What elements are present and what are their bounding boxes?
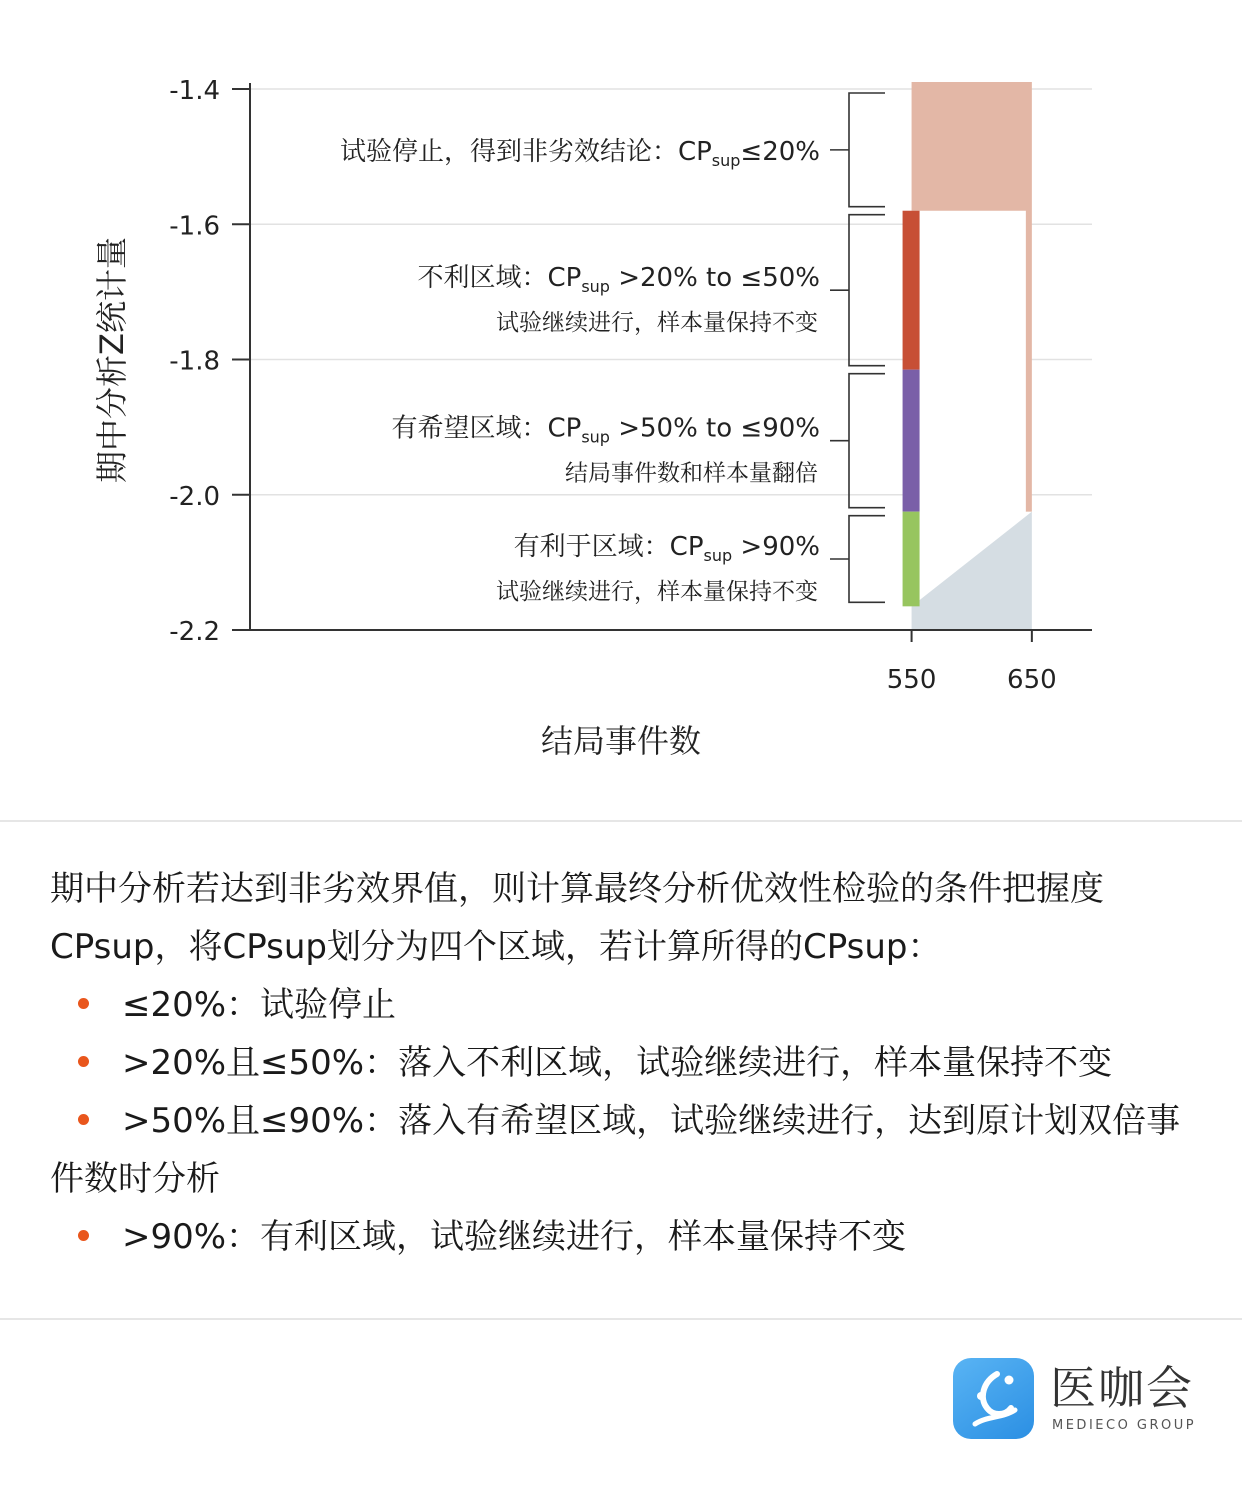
zone-label-main: 有利于区域：CP (513, 531, 704, 562)
zone-detail-favorable: 试验继续进行，样本量保持不变 (496, 578, 818, 605)
bullet-item (50, 1208, 1210, 1266)
y-tick-label: -1.4 (169, 76, 220, 106)
zone-label-sub: sup (581, 277, 610, 297)
zone-label-favorable (514, 532, 820, 565)
zone-detail-unfavorable: 试验继续进行，样本量保持不变 (496, 310, 818, 337)
zone-bar-promising (903, 370, 920, 512)
y-axis-label: 期中分析Z统计量 (93, 237, 131, 483)
x-tick-label: 550 (886, 665, 937, 695)
bullet-text: >20%且≤50%：落入不利区域，试验继续进行，样本量保持不变 (122, 1043, 1113, 1083)
zone-label-tail: >20% to ≤50% (609, 263, 820, 294)
zone-label-unfavorable (417, 263, 820, 296)
zone-label-tail: >50% to ≤90% (609, 413, 820, 444)
y-tick-label: -2.2 (169, 617, 220, 647)
y-tick-label: -1.6 (169, 211, 220, 242)
y-tick-labels (169, 76, 220, 647)
bullet-dot (78, 1114, 89, 1125)
zone-label-sub: sup (703, 545, 733, 565)
zone-label-promising (391, 414, 820, 447)
boundary-fills (912, 82, 1032, 630)
bullet-text: >50%且≤90%：落入有希望区域，试验继续进行，达到原计划双倍事件数时分析 (50, 1101, 1181, 1199)
zone-brackets (830, 93, 885, 602)
zone-label-main: 有希望区域：CP (391, 413, 582, 444)
bullet-dot (78, 998, 89, 1009)
bullet-item (50, 1034, 1210, 1092)
divider-top (0, 820, 1242, 822)
zone-bracket-unfavorable (830, 215, 885, 366)
zone-label-tail: ≤20% (740, 136, 820, 167)
zone-label-tail: >90% (732, 531, 820, 562)
bullet-item (50, 1092, 1210, 1208)
description-intro: 期中分析若达到非劣效界值，则计算最终分析优效性检验的条件把握度CPsup，将CPsup划分为四个区域，若计算所得的CPsup： (50, 869, 1104, 967)
zone-detail-promising: 结局事件数和样本量翻倍 (565, 460, 818, 487)
logo-name-cn: 医咖会 (1050, 1361, 1194, 1415)
logo-mark-icon (953, 1358, 1034, 1439)
zone-bracket-promising (830, 374, 885, 508)
y-tick-label: -2.0 (169, 481, 220, 512)
zone-label-sub: sup (711, 150, 741, 170)
x-tick-label: 650 (1007, 665, 1057, 695)
zone-bracket-favorable (830, 516, 885, 603)
bullet-text: >90%：有利区域，试验继续进行，样本量保持不变 (122, 1217, 907, 1257)
bullet-item (50, 976, 1210, 1034)
zone-bar-unfavorable (903, 211, 920, 370)
zone-bracket-stop (830, 93, 885, 207)
bullet-text: ≤20%：试验停止 (122, 985, 397, 1025)
zone-label-main: 试验停止，得到非劣效结论：CP (339, 136, 712, 167)
zone-label-sub: sup (581, 427, 610, 447)
x-tick-labels (887, 665, 1057, 695)
zone-bar-favorable (903, 512, 920, 607)
bullet-list (50, 976, 1210, 1266)
zone-label-stop (340, 137, 820, 170)
zone-bars (903, 211, 920, 607)
bullet-dot (78, 1056, 89, 1067)
logo-glyph-icon (953, 1358, 1034, 1439)
zone-label-main: 不利区域：CP (417, 263, 582, 294)
y-tick-label: -1.8 (169, 346, 220, 377)
divider-bottom (0, 1318, 1242, 1320)
description (50, 860, 1210, 1266)
bullet-dot (78, 1230, 89, 1241)
logo-name-en: MEDIECO GROUP (1052, 1418, 1197, 1433)
brand-logo (953, 1358, 1213, 1442)
x-axis-label: 结局事件数 (540, 722, 702, 760)
zone-labels (340, 137, 820, 605)
